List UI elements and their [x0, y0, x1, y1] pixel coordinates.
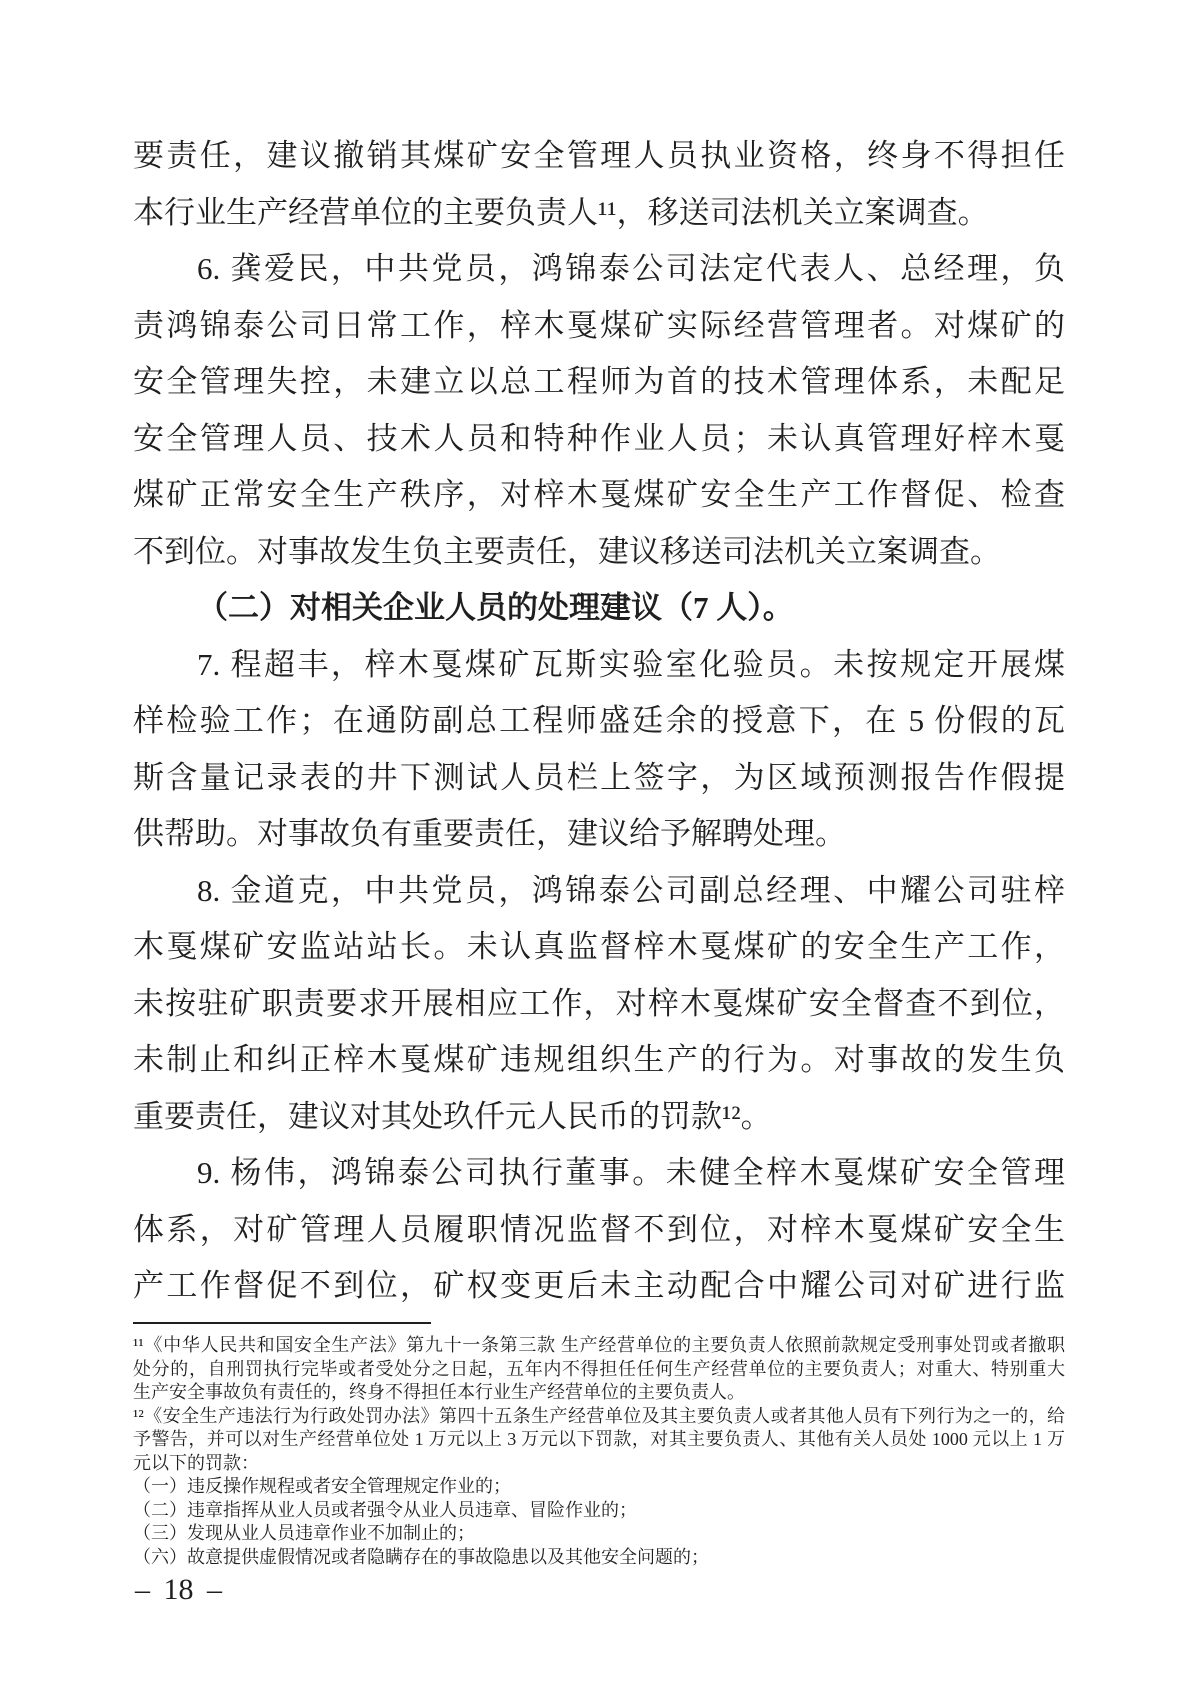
footnote-line: 生产安全事故负有责任的，终身不得担任本行业生产经营单位的主要负责人。	[133, 1382, 745, 1402]
footnotes-block	[133, 1334, 1065, 1569]
body-text-line: 安全管理人员、技术人员和特种作业人员；未认真管理好梓木戛	[133, 420, 1065, 456]
footnote-line: （一）违反操作规程或者安全管理规定作业的；	[133, 1476, 511, 1496]
body-text-line: 产工作督促不到位，矿权变更后未主动配合中耀公司对矿进行监	[133, 1268, 1065, 1303]
body-text-line: 责鸿锦泰公司日常工作，梓木戛煤矿实际经营管理者。对煤矿的	[133, 307, 1065, 343]
footnote-line: 处分的，自刑罚执行完毕或者受处分之日起，五年内不得担任任何生产经营单位的主要负责人；对重大、特别重大	[133, 1358, 1065, 1379]
body-text-line: 9. 杨伟，鸿锦泰公司执行董事。未健全梓木戛煤矿安全管理	[197, 1155, 1065, 1190]
body-text-line: 8. 金道克，中共党员，鸿锦泰公司副总经理、中耀公司驻梓	[197, 872, 1065, 908]
body-text-line: 不到位。对事故发生负主要责任，建议移送司法机关立案调查。	[133, 533, 1001, 569]
body-text-line: 斯含量记录表的井下测试人员栏上签字，为区域预测报告作假提	[133, 759, 1065, 795]
body-text-line: 7. 程超丰，梓木戛煤矿瓦斯实验室化验员。未按规定开展煤	[197, 646, 1065, 682]
body-text-line: 未按驻矿职责要求开展相应工作，对梓木戛煤矿安全督查不到位，	[133, 985, 1065, 1021]
body-text-line: 煤矿正常安全生产秩序，对梓木戛煤矿安全生产工作督促、检查	[133, 477, 1065, 512]
body-text-line: 安全管理失控，未建立以总工程师为首的技术管理体系，未配足	[133, 364, 1065, 399]
body-text-line: 本行业生产经营单位的主要负责人¹¹，移送司法机关立案调查。	[133, 194, 989, 230]
footnote-line: ¹¹《中华人民共和国安全生产法》第九十一条第三款 生产经营单位的主要负责人依照前款规定受刑事处罚或者撤职	[133, 1335, 1065, 1355]
footnote-line: 予警告，并可以对生产经营单位处 1 万元以上 3 万元以下罚款，对其主要负责人、其他有关人员处 1000 元以上 1 万	[133, 1429, 1065, 1449]
footnote-line: （二）违章指挥从业人员或者强令从业人员违章、冒险作业的；	[133, 1499, 637, 1520]
body-text-line: 样检验工作；在通防副总工程师盛廷余的授意下，在 5 份假的瓦	[133, 703, 1065, 738]
footnote-line: 元以下的罚款：	[133, 1452, 259, 1473]
body-text-line: 重要责任，建议对其处玖仟元人民币的罚款¹²。	[133, 1098, 772, 1134]
page-number: – 18 –	[135, 1573, 222, 1606]
body-text-line: 供帮助。对事故负有重要责任，建议给予解聘处理。	[133, 816, 846, 851]
body-text-line: 6. 龚爱民，中共党员，鸿锦泰公司法定代表人、总经理，负	[197, 251, 1065, 286]
body-text-block	[133, 128, 1065, 1315]
body-text-line: 木戛煤矿安监站站长。未认真监督梓木戛煤矿的安全生产工作，	[133, 929, 1065, 964]
footnote-line: ¹²《安全生产违法行为行政处罚办法》第四十五条生产经营单位及其主要负责人或者其他人员有下列行为之一的，给	[133, 1405, 1065, 1426]
body-text-line: 要责任，建议撤销其煤矿安全管理人员执业资格，终身不得担任	[133, 138, 1065, 173]
body-text-line: （二）对相关企业人员的处理建议（7 人）。	[197, 590, 794, 625]
body-text-line: 体系，对矿管理人员履职情况监督不到位，对梓木戛煤矿安全生	[133, 1211, 1065, 1247]
footnote-separator-rule	[133, 1322, 431, 1324]
footnote-line: （三）发现从业人员违章作业不加制止的；	[133, 1523, 475, 1543]
footnote-line: （六）故意提供虚假情况或者隐瞒存在的事故隐患以及其他安全问题的；	[133, 1546, 709, 1567]
body-text-line: 未制止和纠正梓木戛煤矿违规组织生产的行为。对事故的发生负	[133, 1042, 1065, 1077]
